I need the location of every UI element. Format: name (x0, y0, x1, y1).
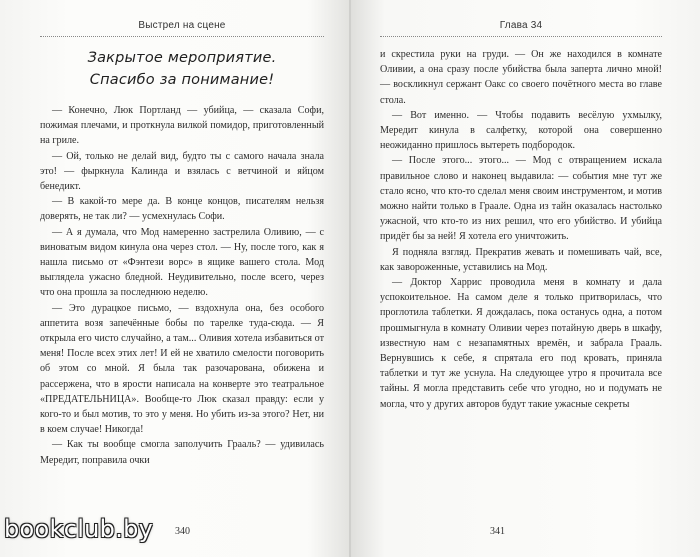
paragraph: Я подняла взгляд. Прекратив жевать и помешивать чай, все, как завороженные, уставились на Мод. (380, 246, 662, 273)
paragraph: — Ой, только не делай вид, будто ты с самого начала знала это! — фыркнула Калинда и взялась с ветчиной и яйцом бенедикт. (40, 150, 324, 193)
header-divider-right (380, 36, 662, 37)
paragraph: — Это дурацкое письмо, — вздохнула она, без особого аппетита возя запечённые бобы по тарелке туда-сюда. — Я открыла его чисто случайно, а там... Оливия хотела избавиться от меня! После всех этих лет! И ей не хватило смелости поговорить об этом со мной. Я была так разочарована, обижена и рассержена, что в ярости написала на конверте это театральное «ПРЕДАТЕЛЬНИЦА». Вообще-то Люк сказал правду: если у кого-то и был мотив, то это у меня. Но убить из-за этого? Нет, ни в коем случае! Никогда! (40, 302, 324, 436)
paragraph: и скрестила руки на груди. — Он же находился в комнате Оливии, а она сразу после убийства была заперта лично мной! — воскликнул сержант Оакс со своего почётного места во главе стола. (380, 49, 662, 106)
right-page-body (380, 47, 662, 412)
header-divider-left (40, 36, 324, 37)
site-watermark: bookclub.by (4, 515, 154, 543)
book-gutter (349, 0, 351, 557)
paragraph: — После этого... этого... — Мод с отвращением искала правильное слово и наконец выдавила: — события мне тут же стало ясно, что кто-то сделал меня своим инструментом, и мотив можно найти только в Граале. Одна из тайн оказалась настолько ужасной, что кто-то из них решил, что его убийство. И убийца придёт бы за ней! Я хотела его уничтожить. (380, 155, 662, 243)
paragraph: — Вот именно. — Чтобы подавить весёлую ухмылку, Мередит кинула в салфетку, которой она совершенно неожиданно пришлось вытереть подбородок. (380, 109, 662, 152)
handwritten-note (40, 47, 324, 91)
handwritten-note-line-2: Спасибо за понимание! (89, 72, 275, 88)
paragraph: — Как ты вообще смогла заполучить Грааль? — удивилась Мередит, поправила очки (40, 439, 324, 466)
handwritten-note-line-1: Закрытое мероприятие. (87, 50, 277, 66)
left-page-body (40, 103, 324, 468)
paragraph: — В какой-то мере да. В конце концов, писателям нельзя доверять, не так ли? — усмехнулась Софи. (40, 196, 324, 223)
running-head-left: Выстрел на сцене (138, 20, 226, 31)
running-head-right: Глава 34 (499, 20, 543, 31)
page-number-right: 341 (490, 526, 505, 537)
paragraph: — Конечно, Люк Портланд — убийца, — сказала Софи, пожимая плечами, и проткнула вилкой помидор, приготовленный на гриле. (40, 105, 324, 147)
paragraph: — Доктор Харрис проводила меня в комнату и дала успокоительное. На самом деле я только притворилась, что проглотила таблетки. Я дождалась, пока останусь одна, а потом прошмыгнула в комнату Оливии через потайную дверь в шкафу, известную нам с незапамятных времён, и забрала Грааль. Вернувшись к себе, я спрятала его под кровать, приняла таблетки и тут же уснула. На следующее утро я прочитала все тайны. Я могла представить себе что угодно, но и подумать не могла, что у других авторов будут такие ужасные секреты (380, 277, 662, 410)
paragraph: — А я думала, что Мод намеренно застрелила Оливию, — с виноватым видом кинула она через стол. — Ну, после того, как я нашла письмо от «Фэнтези ворс» в ящике вашего стола. Мод выглядела ужасно бледной. Неудивительно, после всего, через что она прошла за последнюю неделю. (40, 226, 324, 299)
page-number-left: 340 (175, 526, 190, 537)
right-page (350, 0, 700, 557)
